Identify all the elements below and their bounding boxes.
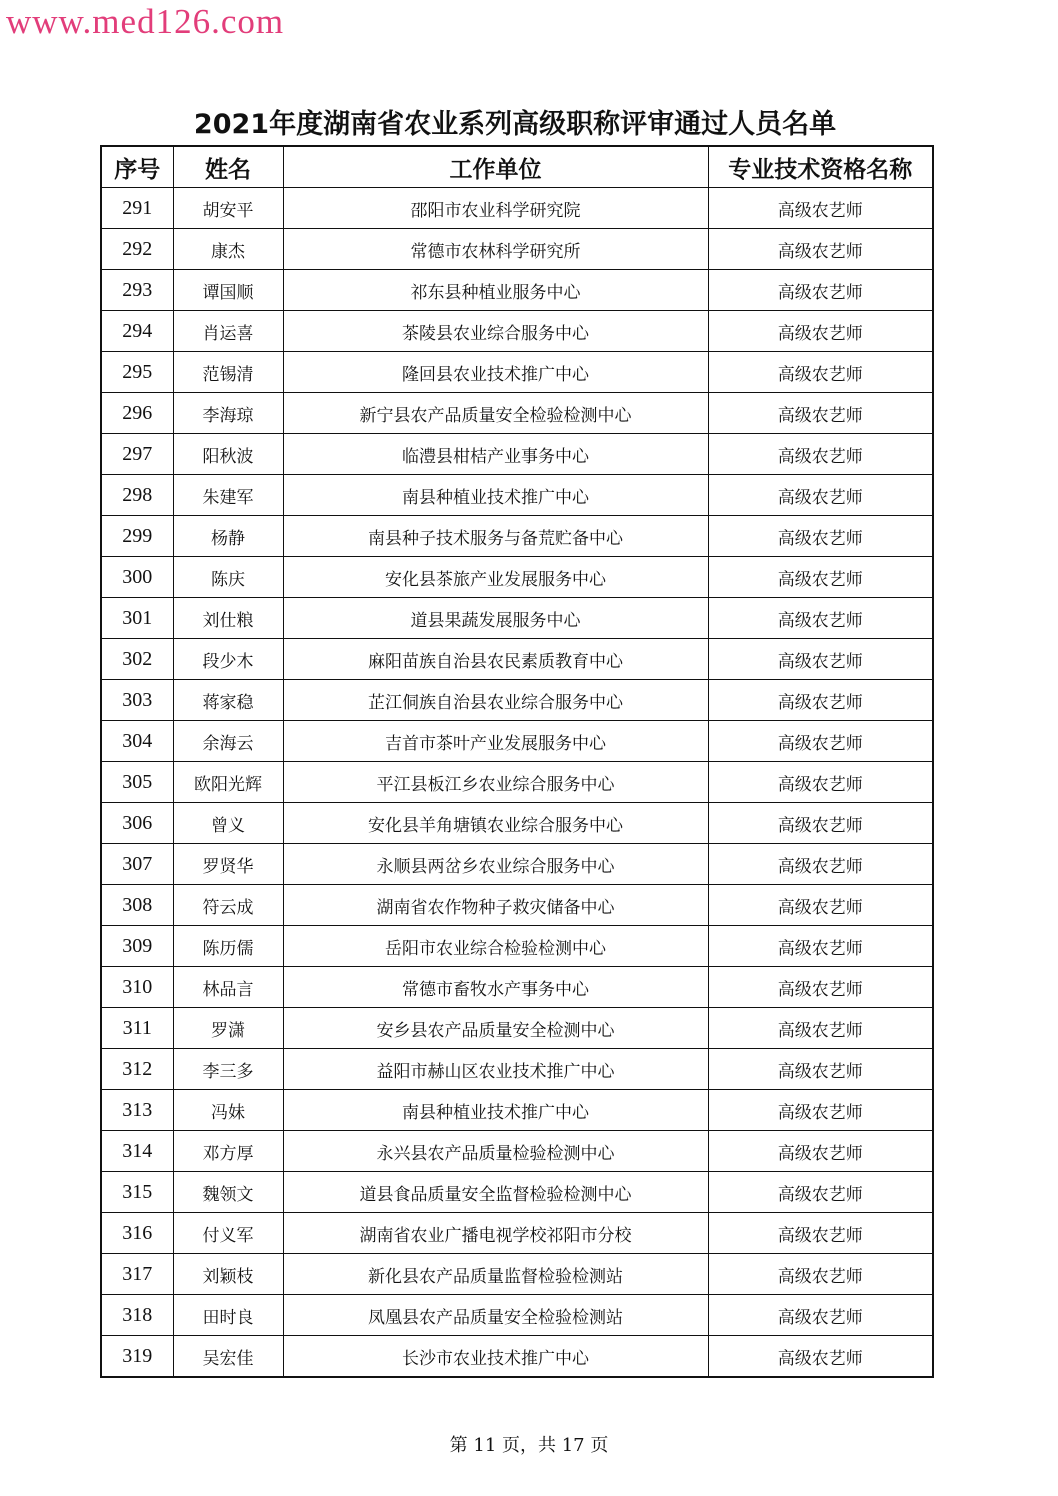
- employer-cell: 凤凰县农产品质量安全检验检测站: [283, 1295, 708, 1336]
- qualification-cell: 高级农艺师: [708, 721, 933, 762]
- serial-cell: 292: [101, 229, 173, 270]
- qualification-cell: 高级农艺师: [708, 393, 933, 434]
- employer-cell: 道县食品质量安全监督检验检测中心: [283, 1172, 708, 1213]
- name-cell: 冯妹: [173, 1090, 283, 1131]
- employer-cell: 安化县羊角塘镇农业综合服务中心: [283, 803, 708, 844]
- name-cell: 杨静: [173, 516, 283, 557]
- table-row: [101, 393, 933, 434]
- roster-table: [100, 145, 934, 1378]
- serial-cell: 296: [101, 393, 173, 434]
- table-row: [101, 762, 933, 803]
- serial-cell: 316: [101, 1213, 173, 1254]
- name-cell: 刘颖枝: [173, 1254, 283, 1295]
- employer-cell: 湖南省农业广播电视学校祁阳市分校: [283, 1213, 708, 1254]
- name-cell: 吴宏佳: [173, 1336, 283, 1378]
- table-row: [101, 926, 933, 967]
- serial-cell: 299: [101, 516, 173, 557]
- name-cell: 符云成: [173, 885, 283, 926]
- table-row: [101, 229, 933, 270]
- table-row: [101, 639, 933, 680]
- qualification-cell: 高级农艺师: [708, 188, 933, 229]
- serial-cell: 319: [101, 1336, 173, 1378]
- qualification-cell: 高级农艺师: [708, 1172, 933, 1213]
- watermark-text: www.med126.com: [6, 2, 285, 41]
- employer-cell: 平江县板江乡农业综合服务中心: [283, 762, 708, 803]
- qualification-cell: 高级农艺师: [708, 598, 933, 639]
- serial-cell: 291: [101, 188, 173, 229]
- qualification-cell: 高级农艺师: [708, 475, 933, 516]
- employer-cell: 新化县农产品质量监督检验检测站: [283, 1254, 708, 1295]
- table-row: [101, 1008, 933, 1049]
- employer-cell: 永兴县农产品质量检验检测中心: [283, 1131, 708, 1172]
- table-row: [101, 270, 933, 311]
- serial-cell: 306: [101, 803, 173, 844]
- serial-cell: 313: [101, 1090, 173, 1131]
- employer-cell: 临澧县柑桔产业事务中心: [283, 434, 708, 475]
- employer-cell: 吉首市茶叶产业发展服务中心: [283, 721, 708, 762]
- qualification-cell: 高级农艺师: [708, 352, 933, 393]
- employer-cell: 南县种植业技术推广中心: [283, 1090, 708, 1131]
- serial-cell: 293: [101, 270, 173, 311]
- qualification-cell: 高级农艺师: [708, 680, 933, 721]
- table-row: [101, 188, 933, 229]
- table-row: [101, 1090, 933, 1131]
- name-cell: 康杰: [173, 229, 283, 270]
- name-cell: 李海琼: [173, 393, 283, 434]
- table-row: [101, 1254, 933, 1295]
- serial-cell: 314: [101, 1131, 173, 1172]
- table-row: [101, 352, 933, 393]
- table-row: [101, 598, 933, 639]
- qualification-cell: 高级农艺师: [708, 1090, 933, 1131]
- employer-cell: 茶陵县农业综合服务中心: [283, 311, 708, 352]
- column-header-qualification: 专业技术资格名称: [708, 146, 933, 188]
- name-cell: 魏领文: [173, 1172, 283, 1213]
- qualification-cell: 高级农艺师: [708, 1008, 933, 1049]
- employer-cell: 邵阳市农业科学研究院: [283, 188, 708, 229]
- qualification-cell: 高级农艺师: [708, 1213, 933, 1254]
- serial-cell: 303: [101, 680, 173, 721]
- serial-cell: 309: [101, 926, 173, 967]
- qualification-cell: 高级农艺师: [708, 762, 933, 803]
- table-header-row: [101, 146, 933, 188]
- table-row: [101, 844, 933, 885]
- employer-cell: 道县果蔬发展服务中心: [283, 598, 708, 639]
- employer-cell: 南县种子技术服务与备荒贮备中心: [283, 516, 708, 557]
- table-row: [101, 516, 933, 557]
- name-cell: 范锡清: [173, 352, 283, 393]
- table-body: [101, 188, 933, 1378]
- serial-cell: 315: [101, 1172, 173, 1213]
- employer-cell: 隆回县农业技术推广中心: [283, 352, 708, 393]
- employer-cell: 新宁县农产品质量安全检验检测中心: [283, 393, 708, 434]
- qualification-cell: 高级农艺师: [708, 1254, 933, 1295]
- qualification-cell: 高级农艺师: [708, 926, 933, 967]
- employer-cell: 常德市农林科学研究所: [283, 229, 708, 270]
- qualification-cell: 高级农艺师: [708, 434, 933, 475]
- page-title: 2021年度湖南省农业系列高级职称评审通过人员名单: [193, 109, 837, 140]
- serial-cell: 308: [101, 885, 173, 926]
- column-header-serial: 序号: [101, 146, 173, 188]
- serial-cell: 302: [101, 639, 173, 680]
- qualification-cell: 高级农艺师: [708, 885, 933, 926]
- serial-cell: 305: [101, 762, 173, 803]
- name-cell: 邓方厚: [173, 1131, 283, 1172]
- name-cell: 罗潇: [173, 1008, 283, 1049]
- table-row: [101, 680, 933, 721]
- employer-cell: 益阳市赫山区农业技术推广中心: [283, 1049, 708, 1090]
- name-cell: 李三多: [173, 1049, 283, 1090]
- qualification-cell: 高级农艺师: [708, 1336, 933, 1378]
- qualification-cell: 高级农艺师: [708, 557, 933, 598]
- table-row: [101, 721, 933, 762]
- employer-cell: 麻阳苗族自治县农民素质教育中心: [283, 639, 708, 680]
- name-cell: 田时良: [173, 1295, 283, 1336]
- column-header-name: 姓名: [173, 146, 283, 188]
- employer-cell: 芷江侗族自治县农业综合服务中心: [283, 680, 708, 721]
- table-row: [101, 475, 933, 516]
- employer-cell: 湖南省农作物种子救灾储备中心: [283, 885, 708, 926]
- name-cell: 林品言: [173, 967, 283, 1008]
- employer-cell: 南县种植业技术推广中心: [283, 475, 708, 516]
- name-cell: 付义军: [173, 1213, 283, 1254]
- name-cell: 胡安平: [173, 188, 283, 229]
- table-row: [101, 1213, 933, 1254]
- qualification-cell: 高级农艺师: [708, 1049, 933, 1090]
- employer-cell: 岳阳市农业综合检验检测中心: [283, 926, 708, 967]
- name-cell: 蒋家稳: [173, 680, 283, 721]
- serial-cell: 307: [101, 844, 173, 885]
- name-cell: 朱建军: [173, 475, 283, 516]
- serial-cell: 295: [101, 352, 173, 393]
- name-cell: 罗贤华: [173, 844, 283, 885]
- qualification-cell: 高级农艺师: [708, 229, 933, 270]
- serial-cell: 304: [101, 721, 173, 762]
- qualification-cell: 高级农艺师: [708, 967, 933, 1008]
- employer-cell: 安乡县农产品质量安全检测中心: [283, 1008, 708, 1049]
- name-cell: 欧阳光辉: [173, 762, 283, 803]
- name-cell: 段少木: [173, 639, 283, 680]
- qualification-cell: 高级农艺师: [708, 1295, 933, 1336]
- serial-cell: 300: [101, 557, 173, 598]
- qualification-cell: 高级农艺师: [708, 639, 933, 680]
- table-row: [101, 967, 933, 1008]
- serial-cell: 318: [101, 1295, 173, 1336]
- employer-cell: 长沙市农业技术推广中心: [283, 1336, 708, 1378]
- qualification-cell: 高级农艺师: [708, 844, 933, 885]
- qualification-cell: 高级农艺师: [708, 311, 933, 352]
- serial-cell: 301: [101, 598, 173, 639]
- page-footer: 第 11 页，共 17 页: [449, 1435, 609, 1456]
- name-cell: 余海云: [173, 721, 283, 762]
- name-cell: 陈庆: [173, 557, 283, 598]
- qualification-cell: 高级农艺师: [708, 516, 933, 557]
- table-row: [101, 1336, 933, 1378]
- qualification-cell: 高级农艺师: [708, 270, 933, 311]
- name-cell: 曾义: [173, 803, 283, 844]
- serial-cell: 317: [101, 1254, 173, 1295]
- column-header-employer: 工作单位: [283, 146, 708, 188]
- employer-cell: 常德市畜牧水产事务中心: [283, 967, 708, 1008]
- serial-cell: 297: [101, 434, 173, 475]
- table-row: [101, 1295, 933, 1336]
- qualification-cell: 高级农艺师: [708, 1131, 933, 1172]
- table-row: [101, 311, 933, 352]
- name-cell: 阳秋波: [173, 434, 283, 475]
- serial-cell: 310: [101, 967, 173, 1008]
- table-row: [101, 434, 933, 475]
- employer-cell: 祁东县种植业服务中心: [283, 270, 708, 311]
- table-row: [101, 1131, 933, 1172]
- name-cell: 谭国顺: [173, 270, 283, 311]
- serial-cell: 294: [101, 311, 173, 352]
- table-row: [101, 1172, 933, 1213]
- serial-cell: 311: [101, 1008, 173, 1049]
- name-cell: 刘仕粮: [173, 598, 283, 639]
- table-row: [101, 803, 933, 844]
- employer-cell: 安化县茶旅产业发展服务中心: [283, 557, 708, 598]
- serial-cell: 312: [101, 1049, 173, 1090]
- table-row: [101, 557, 933, 598]
- table-row: [101, 1049, 933, 1090]
- qualification-cell: 高级农艺师: [708, 803, 933, 844]
- name-cell: 陈历儒: [173, 926, 283, 967]
- name-cell: 肖运喜: [173, 311, 283, 352]
- serial-cell: 298: [101, 475, 173, 516]
- employer-cell: 永顺县两岔乡农业综合服务中心: [283, 844, 708, 885]
- table-row: [101, 885, 933, 926]
